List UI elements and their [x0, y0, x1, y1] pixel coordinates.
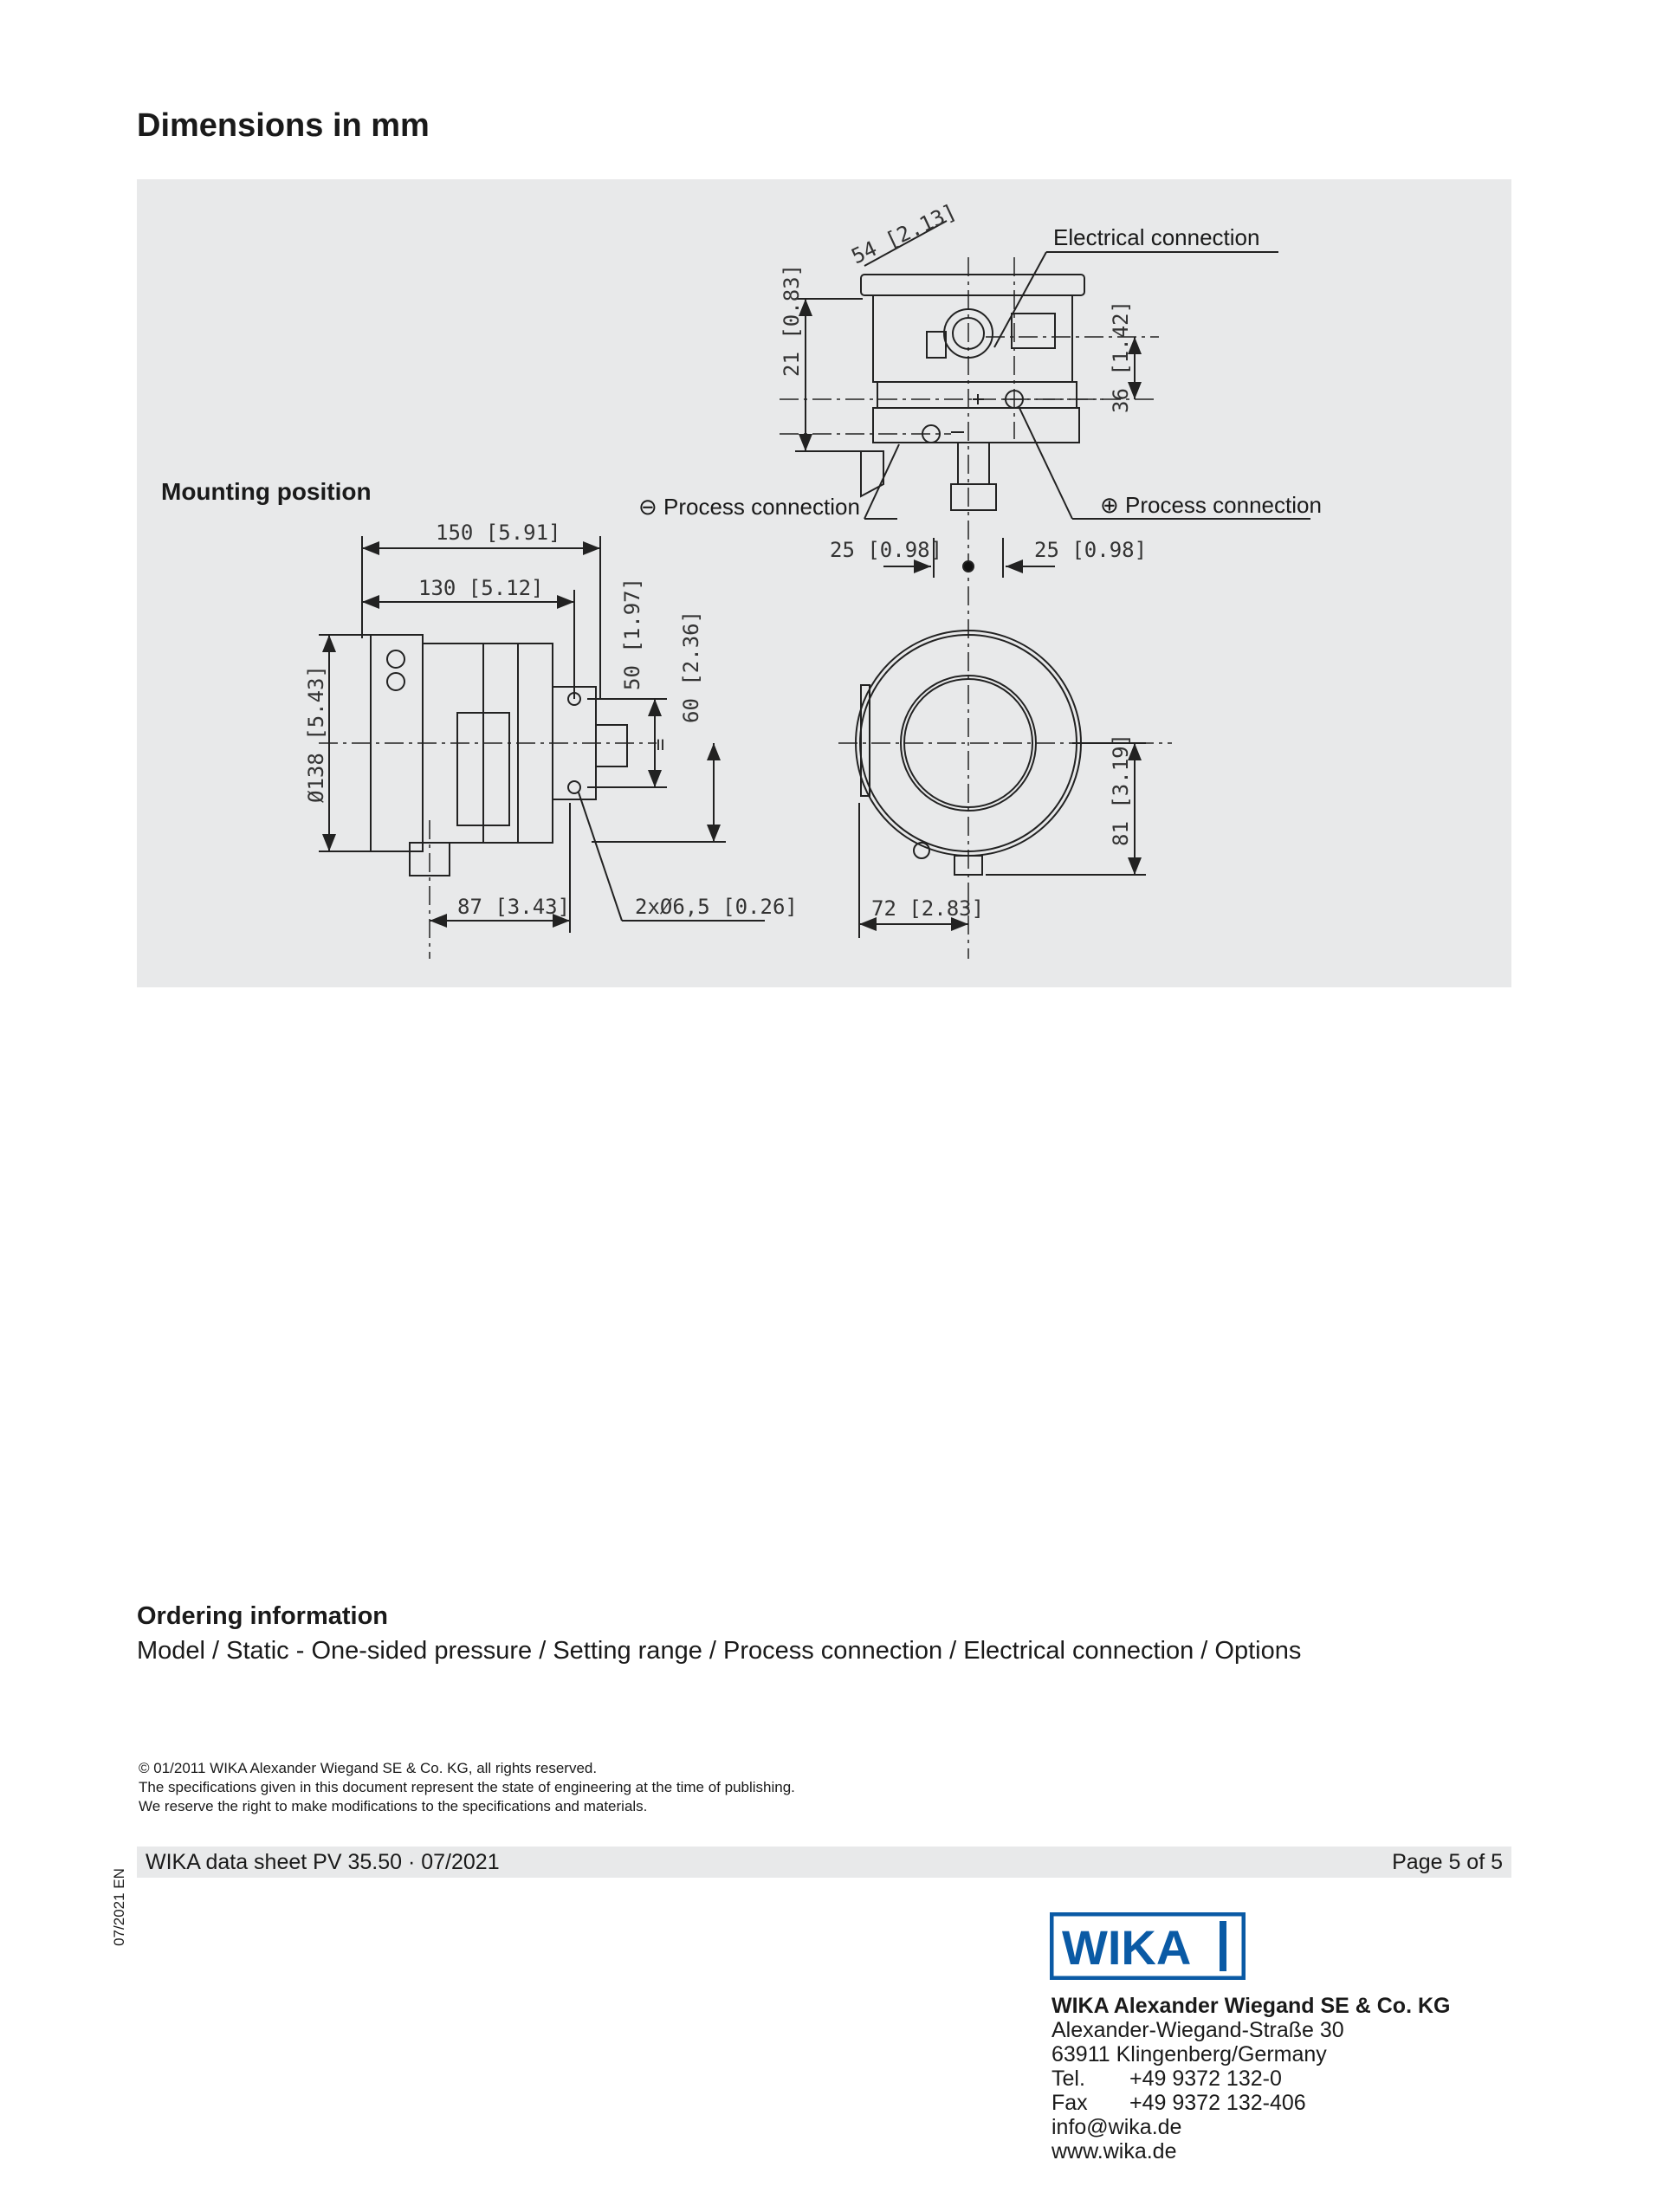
fax-row [1052, 2091, 1450, 2115]
dim-54: 54 [2.13] [847, 199, 961, 269]
dimension-drawing-panel [137, 179, 1511, 987]
top-view-centerlines [780, 257, 1159, 959]
footer-bar [137, 1847, 1511, 1878]
dim-21: 21 [0.83] [780, 263, 804, 377]
dim-81: 81 [3.19] [1109, 733, 1133, 846]
technical-drawing [137, 179, 1511, 987]
telephone-row [1052, 2066, 1450, 2091]
datasheet-reference: WIKA data sheet PV 35.50 · 07/2021 [146, 1850, 500, 1874]
dim-87: 87 [3.43] [457, 895, 571, 919]
dim-25-left: 25 [0.98] [830, 538, 943, 562]
dim-50: 50 [1.97] [620, 577, 644, 690]
ordering-text: Model / Static - One-sided pressure / Setting range / Process connection / Electrical connection / Options [137, 1637, 1302, 1665]
ordering-heading: Ordering information [137, 1602, 388, 1630]
copyright-line: © 01/2011 WIKA Alexander Wiegand SE & Co. KG, all rights reserved. [139, 1760, 598, 1776]
modifications-line: We reserve the right to make modifications to the specifications and materials. [139, 1798, 648, 1814]
process-connection-minus-label: ⊖ Process connection [638, 494, 860, 520]
tel-value: +49 9372 132-0 [1129, 2066, 1282, 2091]
website-link[interactable]: www.wika.de [1052, 2139, 1177, 2163]
tel-label: Tel. [1052, 2066, 1085, 2091]
svg-text:WIKA: WIKA [1062, 1920, 1192, 1975]
company-address [1052, 1994, 1450, 2163]
dim-72: 72 [2.83] [871, 896, 985, 921]
dim-138: Ø138 [5.43] [304, 665, 328, 803]
dim-holes: 2xØ6,5 [0.26] [635, 895, 798, 919]
specifications-line: The specifications given in this document represent the state of engineering at the time of publishing. [139, 1779, 795, 1795]
copyright-block [139, 1759, 795, 1816]
dim-25-right: 25 [0.98] [1034, 538, 1148, 562]
equal-mark: = [648, 738, 672, 751]
fax-label: Fax [1052, 2091, 1088, 2115]
email-link[interactable]: info@wika.de [1052, 2115, 1182, 2139]
company-name: WIKA Alexander Wiegand SE & Co. KG [1052, 1994, 1451, 2018]
dim-130: 130 [5.12] [418, 576, 544, 600]
side-view-body [371, 635, 627, 876]
page-title: Dimensions in mm [137, 107, 430, 144]
fax-value: +49 9372 132-406 [1129, 2091, 1306, 2115]
dim-150: 150 [5.91] [436, 521, 561, 545]
dim-36: 36 [1.42] [1109, 300, 1133, 413]
page-number: Page 5 of 5 [1392, 1850, 1503, 1874]
process-connection-plus-label: ⊕ Process connection [1100, 492, 1322, 518]
electrical-connection-label: Electrical connection [1053, 224, 1260, 250]
city: 63911 Klingenberg/Germany [1052, 2042, 1327, 2066]
edition-date: 07/2021 EN [110, 1868, 127, 1946]
street: Alexander-Wiegand-Straße 30 [1052, 2018, 1344, 2042]
wika-logo [1050, 1912, 1246, 1980]
dim-60: 60 [2.36] [679, 610, 703, 723]
mounting-position-label: Mounting position [161, 478, 372, 505]
